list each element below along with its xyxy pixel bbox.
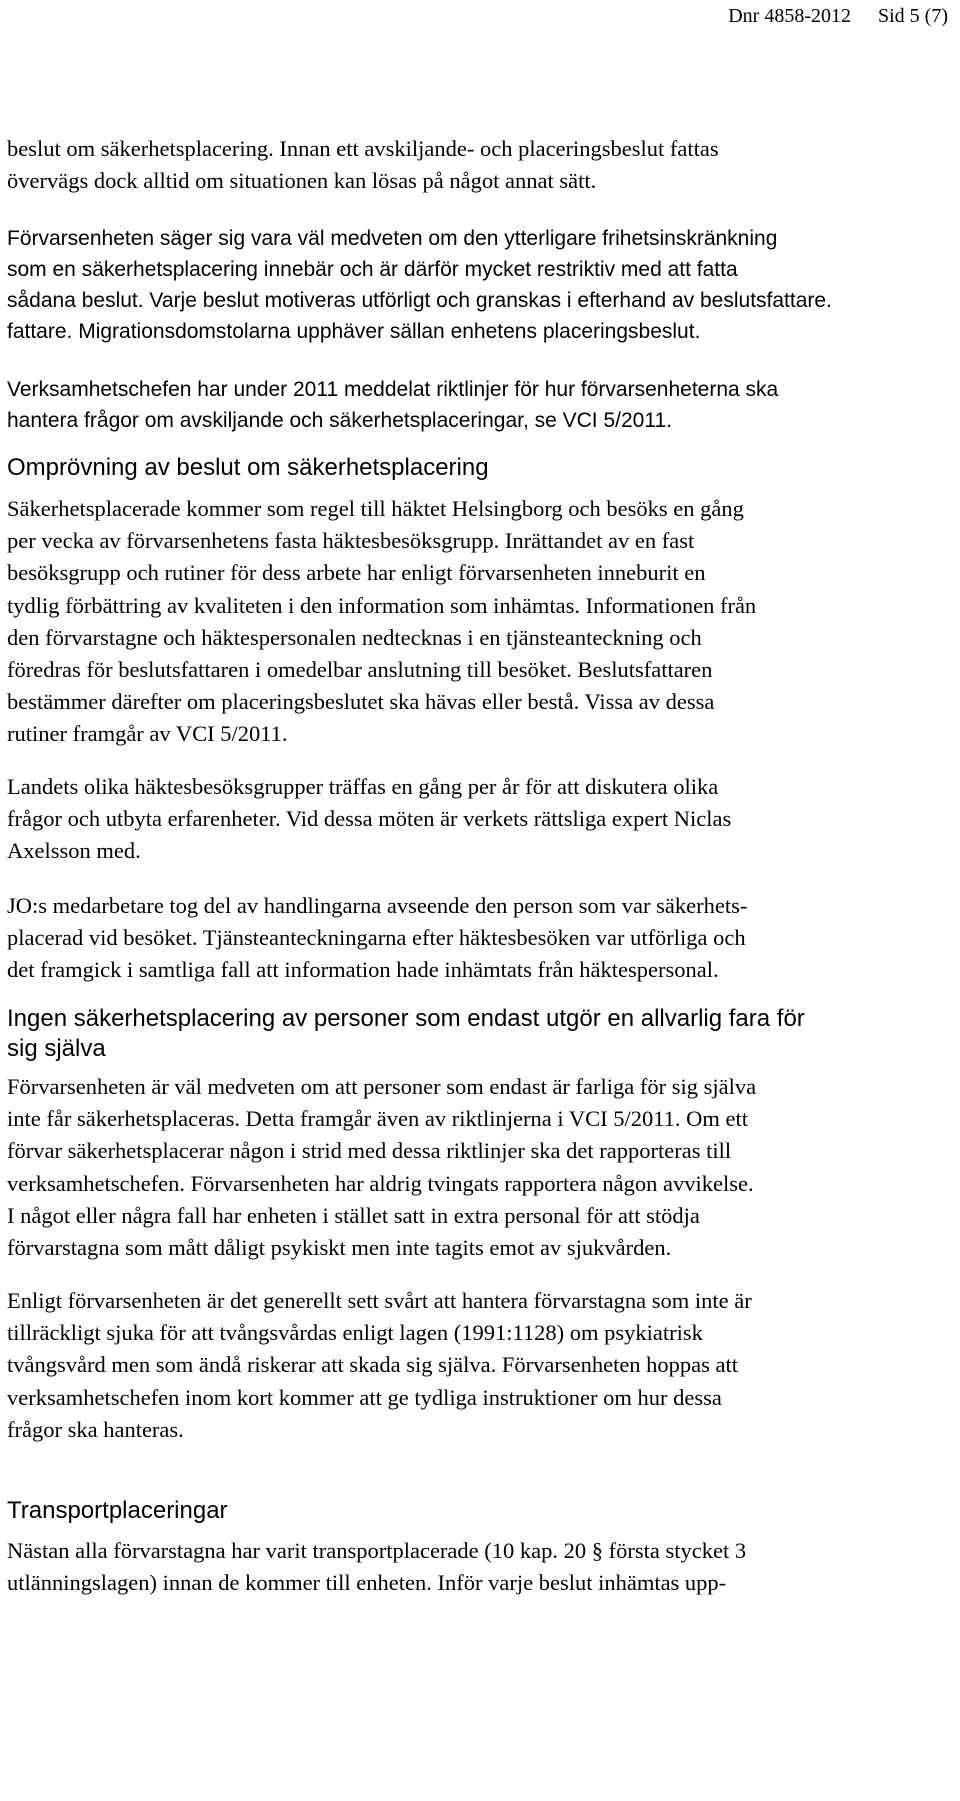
- section-heading: [7, 1496, 957, 1526]
- text-line: Nästan alla förvarstagna har varit transportplacerade (10 kap. 20 § första stycket 3: [7, 1538, 747, 1563]
- paragraph: [7, 493, 957, 751]
- paragraph: [7, 223, 957, 347]
- document-number: Dnr 4858-2012: [728, 5, 851, 27]
- page-header: [706, 4, 948, 28]
- paragraph: [7, 1285, 957, 1446]
- text-line: tillräckligt sjuka för att tvångsvårdas enligt lagen (1991:1128) om psykiatrisk: [7, 1320, 703, 1346]
- text-line: föredras för beslutsfattaren i omedelbar anslutning till besöket. Beslutsfattaren: [7, 657, 713, 683]
- paragraph: [7, 374, 957, 436]
- paragraph: [7, 1535, 957, 1599]
- text-line: Säkerhetsplacerade kommer som regel till häktet Helsingborg och besöks en gång: [7, 496, 744, 521]
- text-line: sådana beslut. Varje beslut motiveras utförligt och granskas i efterhand av beslutsfattare.: [7, 289, 832, 312]
- paragraph: [7, 133, 957, 197]
- text-line: placerad vid besöket. Tjänsteanteckningarna efter häktesbesöken var utförliga och: [7, 925, 746, 951]
- text-line: det framgick i samtliga fall att information hade inhämtats från häktespersonal.: [7, 957, 719, 983]
- text-line: inte får säkerhetsplaceras. Detta framgår även av riktlinjerna i VCI 5/2011. Om ett: [7, 1106, 748, 1132]
- text-line: som en säkerhetsplacering innebär och är därför mycket restriktiv med att fatta: [7, 258, 738, 281]
- text-line: fattare. Migrationsdomstolarna upphäver sällan enhetens placeringsbeslut.: [7, 320, 701, 343]
- text-line: frågor ska hanteras.: [7, 1416, 184, 1442]
- text-line: hantera frågor om avskiljande och säkerhetsplaceringar, se VCI 5/2011.: [7, 409, 672, 432]
- text-line: utlänningslagen) innan de kommer till enheten. Inför varje beslut inhämtas upp-: [7, 1570, 727, 1596]
- text-line: Enligt förvarsenheten är det generellt sett svårt att hantera förvarstagna som inte är: [7, 1288, 752, 1313]
- heading-line: sig själva: [7, 1035, 106, 1062]
- text-line: besöksgrupp och rutiner för dess arbete har enligt förvarsenheten inneburit en: [7, 560, 706, 586]
- text-line: rutiner framgår av VCI 5/2011.: [7, 721, 288, 747]
- text-line: Axelsson med.: [7, 838, 141, 864]
- page-number: Sid 5 (7): [878, 5, 948, 27]
- text-line: frågor och utbyta erfarenheter. Vid dessa möten är verkets rättsliga expert Niclas: [7, 806, 732, 832]
- text-line: per vecka av förvarsenhetens fasta häktesbesöksgrupp. Inrättandet av en fast: [7, 528, 695, 554]
- paragraph: [7, 1071, 957, 1264]
- heading-line: Omprövning av beslut om säkerhetsplacering: [7, 454, 489, 481]
- text-line: den förvarstagne och häktespersonalen nedtecknas i en tjänsteanteckning och: [7, 624, 702, 650]
- section-heading: [7, 453, 957, 483]
- text-line: förvarstagna som mått dåligt psykiskt men inte tagits emot av sjukvården.: [7, 1235, 672, 1261]
- heading-line: Transportplaceringar: [7, 1497, 228, 1524]
- section-heading: [7, 1004, 957, 1064]
- text-line: Förvarsenheten säger sig vara väl medveten om den ytterligare frihetsinskränkning: [7, 227, 778, 250]
- text-line: förvar säkerhetsplacerar någon i strid med dessa riktlinjer ska det rapporteras till: [7, 1138, 732, 1164]
- text-line: bestämmer därefter om placeringsbeslutet ska hävas eller bestå. Vissa av dessa: [7, 689, 715, 715]
- text-line: I något eller några fall har enheten i stället satt in extra personal för att stödja: [7, 1202, 700, 1228]
- paragraph: [7, 890, 957, 987]
- text-line: tvångsvård men som ändå riskerar att skada sig själva. Förvarsenheten hoppas att: [7, 1352, 739, 1378]
- text-line: JO:s medarbetare tog del av handlingarna avseende den person som var säkerhets-: [7, 893, 748, 918]
- text-line: övervägs dock alltid om situationen kan lösas på något annat sätt.: [7, 168, 597, 194]
- text-line: verksamhetschefen inom kort kommer att ge tydliga instruktioner om hur dessa: [7, 1384, 722, 1410]
- paragraph: [7, 771, 957, 868]
- text-line: verksamhetschefen. Förvarsenheten har aldrig tvingats rapportera någon avvikelse.: [7, 1170, 754, 1196]
- text-line: beslut om säkerhetsplacering. Innan ett avskiljande- och placeringsbeslut fattas: [7, 136, 719, 161]
- text-line: Landets olika häktesbesöksgrupper träffas en gång per år för att diskutera olika: [7, 774, 719, 799]
- text-line: tydlig förbättring av kvaliteten i den information som inhämtas. Informationen från: [7, 592, 757, 618]
- text-line: Förvarsenheten är väl medveten om att personer som endast är farliga för sig själva: [7, 1074, 757, 1099]
- text-line: Verksamhetschefen har under 2011 meddelat riktlinjer för hur förvarsenheterna ska: [7, 378, 779, 401]
- heading-line: Ingen säkerhetsplacering av personer som endast utgör en allvarlig fara för: [7, 1005, 805, 1032]
